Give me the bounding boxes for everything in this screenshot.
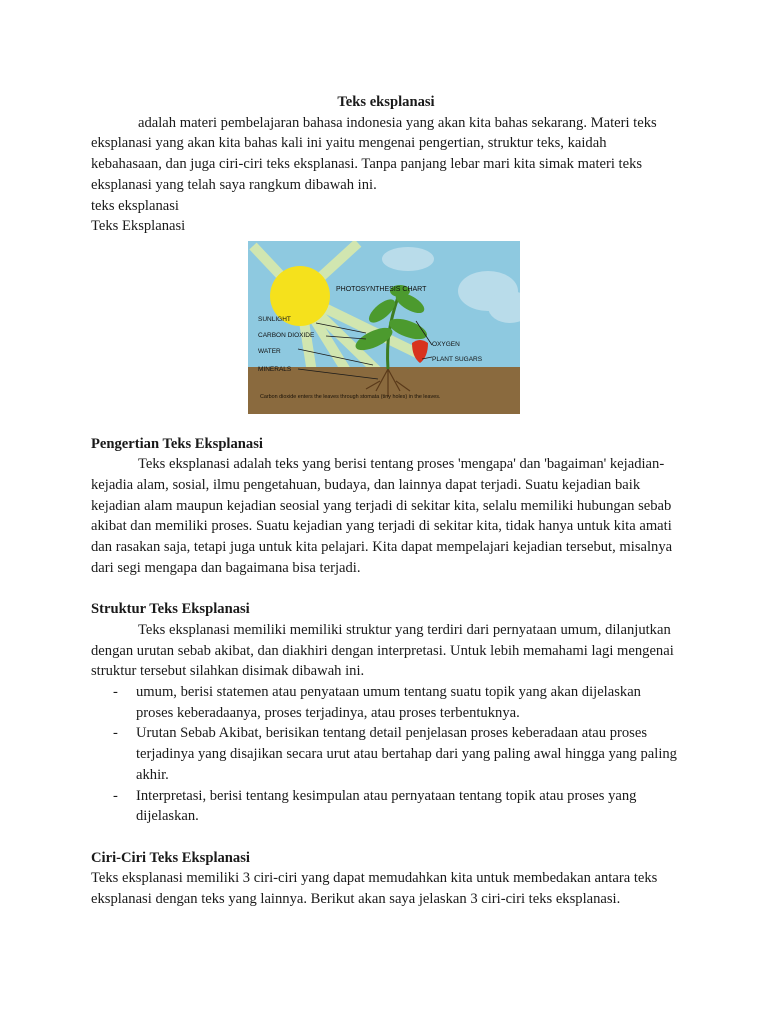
label-water: WATER (258, 347, 281, 355)
figure-chart-title: PHOTOSYNTHESIS CHART (336, 285, 427, 293)
label-minerals: MINERALS (258, 365, 292, 373)
list-item (91, 786, 681, 827)
spacer (91, 579, 681, 600)
figure-caption: Carbon dioxide enters the leaves through stomata (tiny holes) in the leaves. (260, 393, 441, 400)
document-title: Teks eksplanasi (337, 94, 435, 110)
plain-line-two: Teks Eksplanasi (91, 218, 186, 235)
struktur-list (91, 682, 681, 827)
figure-container (91, 237, 681, 413)
paragraph-pengertian: Teks eksplanasi adalah teks yang berisi tentang proses 'mengapa' dan 'bagaiman' kejadian-kejadia alam, sosial, ilmu pengetahuan, budaya, dan lainnya dapat terjadi. Suatu kejadian baik kejadian alam maupun kejadian seosial yang terjadi di sekitar kita, selalu memiliki hubungan sebab akibat dan memiliki proses. Suatu kejadian yang terjadi di sekitar kita, tidak hanya untuk kita amati dan rasakan saja, tetapi juga untuk kita pelajari. Kita dapat mempelajari kejadian tersebut, misalnya dari segi mengapa dan bagaimana bisa terjadi. (91, 456, 673, 576)
list-item (91, 682, 681, 723)
bullet-dash: - (113, 787, 118, 804)
soil-layer (248, 367, 520, 414)
list-item (91, 723, 681, 785)
bullet-dash: - (113, 725, 118, 742)
spacer (91, 827, 681, 848)
paragraph-ciri: Teks eksplanasi memiliki 3 ciri-ciri yang dapat memudahkan kita untuk membedakan antara teks eksplanasi dengan teks yang lainnya. Berikut akan saya jelaskan 3 ciri-ciri teks eksplanasi. (91, 870, 658, 908)
photosynthesis-figure (248, 241, 520, 414)
spacer (91, 413, 681, 434)
list-item-text: umum, berisi statemen atau penyataan umum tentang suatu topik yang akan dijelaskan proses keberadaanya, proses terjadinya, atau proses terbentuknya. (136, 684, 641, 721)
heading-pengertian: Pengertian Teks Eksplanasi (91, 435, 263, 452)
paragraph-struktur: Teks eksplanasi memiliki memiliki struktur yang terdiri dari pernyataan umum, dilanjutkan dengan urutan sebab akibat, dan diakhiri dengan interpretasi. Untuk lebih memahami lagi mengenai struktur tersebut silahkan disimak dibawah ini. (91, 621, 674, 680)
plain-line-one: teks eksplanasi (91, 197, 179, 214)
heading-ciri: Ciri-Ciri Teks Eksplanasi (91, 849, 250, 866)
intro-paragraph: adalah materi pembelajaran bahasa indonesia yang akan kita bahas sekarang. Materi teks eksplanasi yang akan kita bahas kali ini yaitu mengenai pengertian, struktur teks, kaidah kebahasaan, dan juga ciri-ciri teks eksplanasi. Tanpa panjang lebar mari kita simak materi teks eksplanasi yang telah saya rangkum dibawah ini. (91, 114, 657, 193)
list-item-text: Interpretasi, berisi tentang kesimpulan atau pernyataan tentang topik atau proses yang dijelaskan. (136, 787, 637, 825)
label-plant-sugars: PLANT SUGARS (432, 355, 483, 363)
document-body (91, 92, 681, 910)
label-carbon-dioxide: CARBON DIOXIDE (258, 331, 315, 339)
label-sunlight: SUNLIGHT (258, 315, 291, 323)
label-oxygen: OXYGEN (432, 340, 460, 348)
list-item-text: Urutan Sebab Akibat, berisikan tentang detail penjelasan proses keberadaan atau proses terjadinya yang disajikan secara urut atau bertahap dari yang paling awal hingga yang paling akhir. (136, 725, 677, 783)
bullet-dash: - (113, 684, 118, 701)
heading-struktur: Struktur Teks Eksplanasi (91, 601, 250, 618)
